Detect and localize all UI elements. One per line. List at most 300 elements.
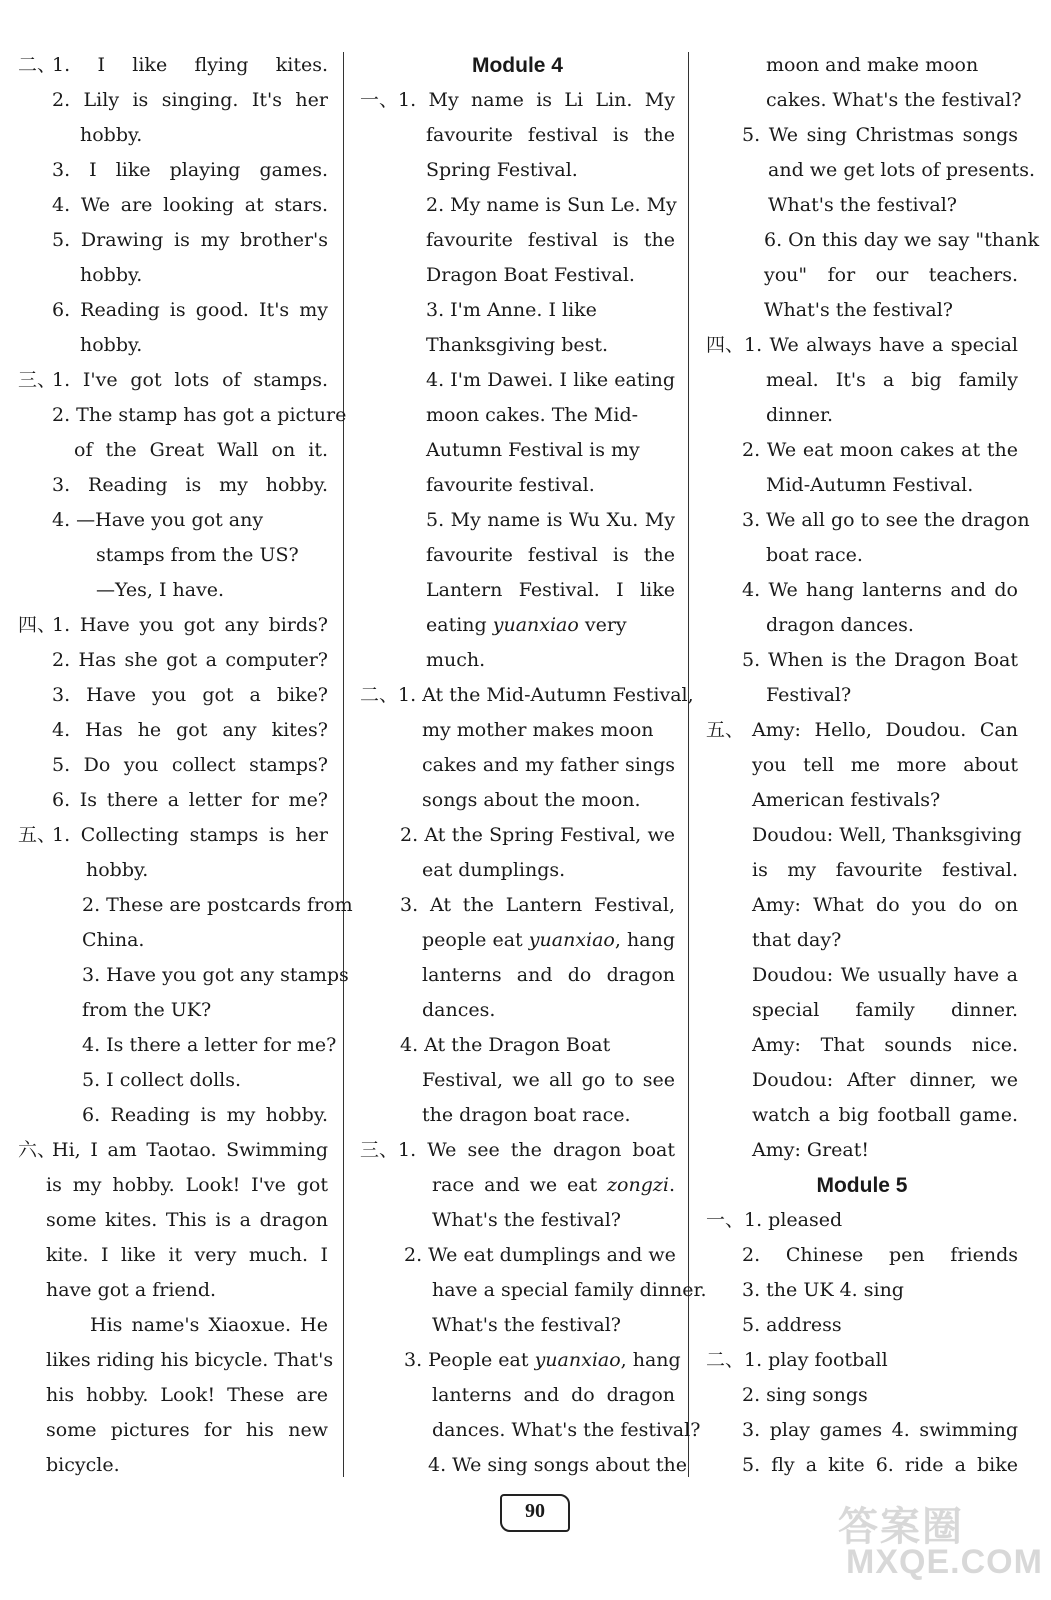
answer-text	[426, 118, 675, 153]
answer-text-part: Mid-Autumn Festival.	[766, 474, 974, 496]
answer-text-part: 5. I collect dolls.	[82, 1069, 242, 1091]
answer-text-part: 2. At the Spring Festival, we	[400, 824, 675, 846]
answer-line	[360, 608, 675, 643]
answer-text-part: 2. My name is Sun Le. My	[426, 194, 677, 216]
answer-line	[18, 748, 328, 783]
answer-line	[18, 783, 328, 818]
answer-line	[18, 1063, 328, 1098]
answer-line	[360, 118, 675, 153]
answer-line	[360, 433, 675, 468]
answer-text-part: Hi, I am Taotao. Swimming	[52, 1139, 328, 1161]
answer-text	[742, 643, 1018, 678]
answer-text	[422, 748, 675, 783]
answer-line	[360, 958, 675, 993]
answer-text-part: is my hobby. Look! I've got	[46, 1174, 328, 1196]
answer-text-part: 5. Do you collect stamps?	[52, 754, 328, 776]
answer-text	[426, 258, 675, 293]
answer-line	[18, 643, 328, 678]
answer-text-part: kite. I like it very much. I	[46, 1244, 328, 1266]
answer-text	[768, 188, 1018, 223]
answer-text	[744, 328, 1018, 363]
answer-line	[706, 153, 1035, 188]
answer-text	[82, 1098, 328, 1133]
answer-text-part: hobby.	[80, 334, 143, 356]
answer-text-part: 3. Reading is my hobby.	[52, 474, 328, 496]
answer-text-part: some kites. This is a dragon	[46, 1209, 328, 1231]
answer-line	[360, 1168, 675, 1203]
answer-text-part: Festival?	[766, 684, 852, 706]
answer-text	[426, 468, 675, 503]
answer-line	[360, 573, 675, 608]
answer-text-part: 1. My name is Li Lin. My	[398, 89, 675, 111]
answer-line	[706, 1203, 1018, 1238]
answer-line	[706, 503, 1030, 538]
answer-text-part: Amy: Hello, Doudou. Can	[752, 719, 1018, 741]
section-number: 四、	[706, 334, 745, 356]
answer-text-part: 5. My name is Wu Xu. My	[426, 509, 675, 531]
answer-text	[752, 958, 1018, 993]
answer-text-part: 4. We sing songs about the	[428, 1454, 688, 1476]
answer-line	[360, 888, 675, 923]
answer-text	[752, 1028, 1018, 1063]
answer-text-part: hobby.	[80, 264, 143, 286]
answer-line	[360, 1098, 675, 1133]
answer-text	[752, 888, 1018, 923]
answer-text-part: stamps from the US?	[96, 544, 299, 566]
answer-text	[752, 1063, 1018, 1098]
answer-text	[752, 1098, 1018, 1133]
pinyin-term: yuanxiao	[528, 929, 615, 951]
answer-line	[706, 1133, 1018, 1168]
answer-text-part: have got a friend.	[46, 1279, 217, 1301]
answer-text	[46, 1203, 328, 1238]
answer-line	[18, 608, 328, 643]
answer-text-part: of the Great Wall on it.	[74, 439, 328, 461]
answer-text-part: 2. These are postcards from	[82, 894, 353, 916]
answer-line	[18, 818, 328, 853]
answer-text	[82, 888, 353, 923]
answer-line	[706, 1238, 1018, 1273]
answer-text-part: and we get lots of presents.	[768, 159, 1035, 181]
answer-text	[52, 83, 328, 118]
answer-text-part: dances. What's the festival?	[432, 1419, 701, 1441]
answer-line	[18, 1448, 328, 1483]
answer-line	[706, 223, 1040, 258]
answer-line	[360, 748, 675, 783]
answer-text-part: some pictures for his new	[46, 1419, 328, 1441]
answer-line	[18, 1168, 328, 1203]
answer-text-part: .	[668, 1174, 675, 1196]
answer-text-part: His name's Xiaoxue. He	[90, 1314, 328, 1336]
answer-line	[18, 258, 328, 293]
answer-text	[52, 153, 328, 188]
answer-text-part: favourite festival is the	[426, 229, 675, 251]
answer-line	[18, 853, 328, 888]
answer-text-part: 5. address	[742, 1314, 842, 1336]
answer-line	[706, 993, 1018, 1028]
answer-text	[426, 433, 675, 468]
answer-text	[52, 398, 347, 433]
answer-line	[360, 1308, 675, 1343]
answer-line	[360, 853, 675, 888]
answer-line	[360, 1133, 675, 1168]
answer-text-part: have a special family dinner.	[432, 1279, 707, 1301]
answer-text	[742, 1413, 1018, 1448]
answer-text	[766, 83, 1022, 118]
answer-line	[360, 1238, 675, 1273]
answer-text-part: 6. On this day we say "thank	[764, 229, 1040, 251]
answer-text-part: favourite festival.	[426, 474, 595, 496]
answer-text	[82, 1028, 337, 1063]
answer-text-part: 2. Lily is singing. It's her	[52, 89, 328, 111]
answer-text	[742, 1308, 1018, 1343]
answer-text	[426, 503, 675, 538]
answer-text	[426, 608, 675, 643]
answer-text	[752, 1133, 1018, 1168]
answer-line	[360, 1273, 707, 1308]
watermark-line-2: MXQE.COM	[846, 1543, 1043, 1581]
answer-text	[52, 503, 328, 538]
answer-text-part: from the UK?	[82, 999, 212, 1021]
answer-line	[18, 1133, 328, 1168]
answer-text	[422, 993, 675, 1028]
answer-text	[422, 853, 675, 888]
answer-text	[742, 573, 1018, 608]
answer-text-part: 3. We all go to see the dragon	[742, 509, 1030, 531]
answer-text-part: 3. I'm Anne. I like	[426, 299, 597, 321]
answer-text	[422, 923, 675, 958]
answer-text	[742, 1448, 1018, 1483]
answer-line	[360, 223, 675, 258]
answer-text-part: race and we eat	[432, 1174, 598, 1196]
answer-text	[422, 1098, 675, 1133]
answer-text	[80, 258, 328, 293]
answer-text	[426, 328, 675, 363]
answer-text-part: What's the festival?	[432, 1209, 621, 1231]
answer-text-part: songs about the moon.	[422, 789, 641, 811]
answer-text-part: is my favourite festival.	[752, 859, 1018, 881]
answer-text-part: 2. The stamp has got a picture	[52, 404, 347, 426]
answer-text-part: the dragon boat race.	[422, 1104, 631, 1126]
answer-text-part: lanterns and do dragon	[432, 1384, 675, 1406]
answer-line	[360, 783, 675, 818]
answer-text	[422, 958, 675, 993]
answer-text	[432, 1378, 675, 1413]
answer-text	[742, 433, 1018, 468]
answer-text-part: 1. pleased	[744, 1209, 843, 1231]
answer-text	[766, 363, 1018, 398]
answer-line	[18, 538, 328, 573]
answer-line	[18, 293, 328, 328]
answer-text-part: 2. Chinese pen friends	[742, 1244, 1018, 1266]
answer-line	[18, 83, 328, 118]
answer-text-part: Doudou: We usually have a	[752, 964, 1018, 986]
answer-text-part: 1. We always have a special	[744, 334, 1018, 356]
answer-text	[46, 1413, 328, 1448]
answer-text	[752, 993, 1018, 1028]
answer-text	[426, 363, 675, 398]
answer-line	[360, 1063, 675, 1098]
answer-text-part: 2. Has she got a computer?	[52, 649, 328, 671]
answer-text-part: What's the festival?	[432, 1314, 621, 1336]
answer-text-part: special family dinner.	[752, 999, 1018, 1021]
answer-line	[360, 188, 675, 223]
answer-text	[426, 398, 675, 433]
answer-line	[706, 83, 1022, 118]
answer-line	[360, 398, 675, 433]
answer-text	[432, 1273, 707, 1308]
answer-text-part: meal. It's a big family	[766, 369, 1018, 391]
answer-text-part: bicycle.	[46, 1454, 120, 1476]
answer-text	[428, 1448, 688, 1483]
section-number: 二、	[706, 1349, 745, 1371]
answer-text-part: 1. I like flying kites.	[52, 54, 328, 76]
answer-text	[80, 328, 328, 363]
answer-text-part: Doudou: After dinner, we	[752, 1069, 1018, 1091]
answer-line	[18, 958, 349, 993]
answer-text-part: 1. Collecting stamps is her	[52, 824, 328, 846]
section-number: 三、	[18, 369, 57, 391]
answer-text-part: 6. Is there a letter for me?	[52, 789, 328, 811]
answer-line	[360, 1028, 675, 1063]
answer-text-part: boat race.	[766, 544, 863, 566]
answer-text-part: very	[584, 614, 627, 636]
answer-line	[18, 153, 328, 188]
answer-text-part: Autumn Festival is my	[426, 439, 640, 461]
answer-text-part: moon cakes. The Mid-	[426, 404, 639, 426]
answer-line	[706, 608, 1018, 643]
answer-text	[52, 468, 328, 503]
answer-text	[52, 188, 328, 223]
answer-line	[706, 293, 1018, 328]
answer-text	[426, 153, 675, 188]
answer-text-part: 4. Is there a letter for me?	[82, 1034, 337, 1056]
answer-line	[18, 503, 328, 538]
answer-line	[360, 328, 675, 363]
answer-line	[18, 363, 328, 398]
answer-line	[18, 678, 328, 713]
answer-line	[360, 923, 675, 958]
answer-line	[18, 573, 328, 608]
pinyin-term: yuanxiao	[534, 1349, 621, 1371]
answer-line	[360, 468, 675, 503]
answer-line	[360, 818, 675, 853]
answer-text	[426, 573, 675, 608]
answer-text	[398, 83, 675, 118]
answer-line	[360, 83, 675, 118]
answer-text	[96, 573, 328, 608]
answer-text	[752, 853, 1018, 888]
answer-line	[706, 1273, 1018, 1308]
answer-text	[52, 1133, 328, 1168]
module-heading: Module 5	[816, 1174, 908, 1197]
answer-line	[360, 293, 675, 328]
answer-text-part: 4. —Have you got any	[52, 509, 264, 531]
answer-text	[400, 888, 675, 923]
answer-line	[360, 1448, 688, 1483]
answer-text	[82, 993, 328, 1028]
answer-text	[752, 923, 1018, 958]
answer-text-part: much.	[426, 649, 486, 671]
answer-text-part: 3. the UK 4. sing	[742, 1279, 904, 1301]
answer-text-part: 2. sing songs	[742, 1384, 868, 1406]
answer-text	[426, 538, 675, 573]
answer-line	[360, 678, 694, 713]
answer-line	[18, 1273, 328, 1308]
answer-line	[18, 713, 328, 748]
answer-text	[752, 818, 1022, 853]
answer-text	[742, 118, 1018, 153]
answer-text-part: people eat	[422, 929, 523, 951]
answer-text	[764, 258, 1018, 293]
answer-line	[18, 1203, 328, 1238]
answer-text-part: dinner.	[766, 404, 833, 426]
answer-text	[46, 1378, 328, 1413]
answer-text	[766, 468, 1018, 503]
answer-line	[706, 678, 1018, 713]
answer-text	[404, 1238, 675, 1273]
answer-text-part: Spring Festival.	[426, 159, 578, 181]
answer-text-part: you tell me more about	[752, 754, 1018, 776]
answer-text-part: 3. Have you got any stamps	[82, 964, 349, 986]
answer-text-part: —Yes, I have.	[96, 579, 225, 601]
page-number: 90	[525, 1500, 545, 1522]
answer-text	[742, 503, 1030, 538]
section-number: 三、	[360, 1139, 399, 1161]
answer-line	[706, 923, 1018, 958]
module-heading: Module 4	[471, 54, 563, 77]
answer-line	[18, 48, 328, 83]
section-number: 五、	[18, 824, 57, 846]
answer-text	[422, 713, 675, 748]
answer-text-part: 1. At the Mid-Autumn Festival,	[398, 684, 694, 706]
answer-text-part: likes riding his bicycle. That's	[46, 1349, 334, 1371]
section-number: 二、	[18, 54, 57, 76]
answer-text-part: hobby.	[86, 859, 149, 881]
answer-text	[82, 923, 328, 958]
answer-text-part: 5. We sing Christmas songs	[742, 124, 1018, 146]
answer-text-part: moon and make moon	[766, 54, 979, 76]
answer-line	[18, 888, 353, 923]
answer-text	[52, 293, 328, 328]
answer-line	[706, 1448, 1018, 1483]
answer-text-part: favourite festival is the	[426, 544, 675, 566]
answer-text-part: 2. We eat dumplings and we	[404, 1244, 676, 1266]
answer-line	[706, 1028, 1018, 1063]
answer-text-part: eating	[426, 614, 487, 636]
answer-line	[706, 1308, 1018, 1343]
answer-text	[766, 538, 1018, 573]
answer-line	[706, 468, 1018, 503]
answer-text-part: watch a big football game.	[752, 1104, 1018, 1126]
answer-text-part: Amy: Great!	[752, 1139, 870, 1161]
answer-text-part: his hobby. Look! These are	[46, 1384, 328, 1406]
answer-line	[706, 188, 1018, 223]
answer-line	[360, 1413, 701, 1448]
answer-line	[18, 1028, 337, 1063]
answer-text	[52, 643, 328, 678]
answer-line	[18, 1308, 328, 1343]
answer-text-part: eat dumplings.	[422, 859, 566, 881]
answer-text	[432, 1308, 675, 1343]
answer-text	[766, 398, 1018, 433]
answer-text-part: 4. We are looking at stars.	[52, 194, 328, 216]
answer-text	[742, 1238, 1018, 1273]
answer-line	[360, 993, 675, 1028]
answer-text-part: 4. We hang lanterns and do	[742, 579, 1018, 601]
answer-text	[752, 748, 1018, 783]
answer-text	[426, 223, 675, 258]
answer-line	[18, 118, 328, 153]
answer-text-part: dances.	[422, 999, 496, 1021]
column-divider-1	[343, 52, 344, 1477]
answer-text	[744, 1203, 1018, 1238]
answer-text-part: 5. When is the Dragon Boat	[742, 649, 1018, 671]
answer-line	[18, 1343, 334, 1378]
answer-line	[18, 223, 328, 258]
watermark-logo	[838, 1495, 1043, 1590]
answer-text	[742, 1273, 1018, 1308]
answer-text-part: American festivals?	[752, 789, 941, 811]
answer-text	[52, 748, 328, 783]
answer-text	[52, 363, 328, 398]
answer-text	[52, 678, 328, 713]
answer-line	[360, 503, 675, 538]
answer-text-part: 6. Reading is my hobby.	[82, 1104, 328, 1126]
answer-line	[706, 888, 1018, 923]
section-number: 五、	[706, 719, 745, 741]
answer-text	[422, 783, 675, 818]
answer-text-part: 3. play games 4. swimming	[742, 1419, 1018, 1441]
answer-line	[706, 48, 1018, 83]
answer-line	[706, 818, 1022, 853]
answer-line	[706, 258, 1018, 293]
answer-text-part: Festival, we all go to see	[422, 1069, 675, 1091]
answer-text	[82, 958, 349, 993]
answer-text	[52, 818, 328, 853]
answer-text	[432, 1203, 675, 1238]
answer-text	[752, 783, 1018, 818]
answer-text	[768, 153, 1035, 188]
answer-text-part: hobby.	[80, 124, 143, 146]
answer-text-part: dragon dances.	[766, 614, 914, 636]
answer-line	[706, 748, 1018, 783]
answer-text-part: 3. I like playing games.	[52, 159, 328, 181]
answer-line	[706, 643, 1018, 678]
answer-line	[18, 1378, 328, 1413]
answer-text	[46, 1448, 328, 1483]
answer-line	[360, 258, 675, 293]
answer-text	[426, 643, 675, 678]
answer-line	[18, 993, 328, 1028]
answer-text-part: Dragon Boat Festival.	[426, 264, 635, 286]
answer-text-part: Amy: That sounds nice.	[752, 1034, 1018, 1056]
answer-line	[706, 783, 1018, 818]
answer-line	[706, 958, 1018, 993]
section-number: 六、	[18, 1139, 57, 1161]
answer-text	[766, 678, 1018, 713]
pinyin-term: zongzi	[607, 1174, 669, 1196]
answer-line	[18, 923, 328, 958]
answer-line	[18, 1238, 328, 1273]
column-divider-2	[688, 52, 689, 1477]
answer-line	[706, 538, 1018, 573]
answer-line	[706, 853, 1018, 888]
answer-text-part: Thanksgiving best.	[426, 334, 609, 356]
answer-text-part: lanterns and do dragon	[422, 964, 675, 986]
answer-text	[46, 1273, 328, 1308]
answer-text	[422, 1063, 675, 1098]
